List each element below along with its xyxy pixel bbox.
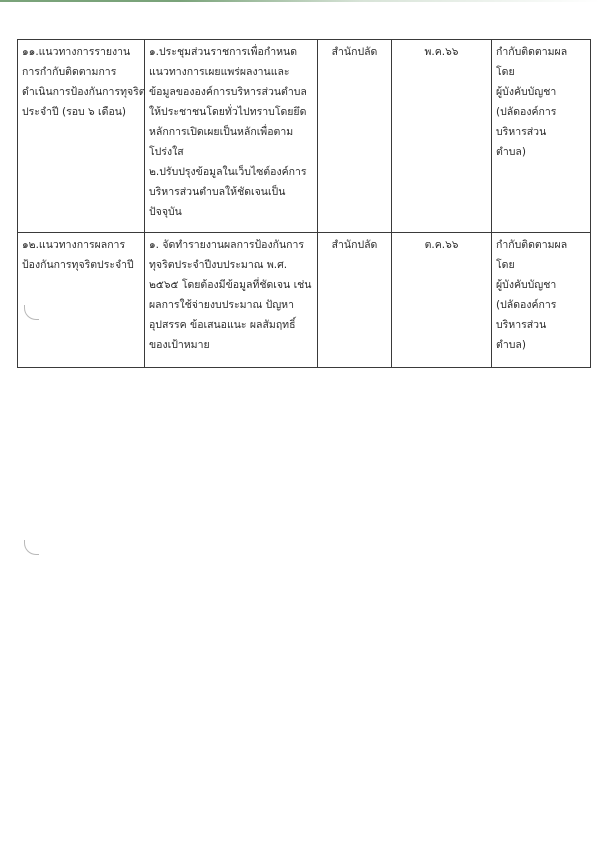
supervisor-cell — [492, 40, 591, 233]
activities-cell — [145, 233, 318, 368]
topic-line: ๑๑.แนวทางการรายงาน — [22, 46, 131, 58]
activity-line: ๑.ประชุมส่วนราชการเพื่อกำหนด — [149, 46, 298, 58]
supervisor-line: กำกับติดตามผล — [496, 46, 568, 58]
action-plan-table — [17, 39, 591, 368]
supervisor-line: บริหารส่วน — [496, 319, 547, 331]
activity-line: บริหารส่วนตำบลให้ชัดเจนเป็น — [149, 186, 286, 198]
supervisor-line: ผู้บังคับบัญชา — [496, 86, 557, 98]
topic-line: ประจำปี (รอบ ๖ เดือน) — [22, 106, 127, 118]
unit-cell — [318, 233, 392, 368]
responsible-unit: สำนักปลัด — [331, 46, 378, 58]
activity-line: ๒.ปรับปรุงข้อมูลในเว็บไซต์องค์การ — [149, 166, 307, 178]
activity-line: ปัจจุบัน — [149, 206, 182, 218]
supervisor-line: ตำบล) — [496, 339, 526, 351]
supervisor-line: ตำบล) — [496, 146, 526, 158]
unit-cell — [318, 40, 392, 233]
topic-line: การกำกับติดตามการ — [22, 66, 117, 78]
topic-line: ดำเนินการป้องกันการทุจริต — [22, 86, 146, 98]
activity-line: ของเป้าหมาย — [149, 339, 210, 351]
supervisor-line: (ปลัดองค์การ — [496, 299, 557, 311]
supervisor-line: โดย — [496, 259, 515, 271]
activity-line: แนวทางการเผยแพร่ผลงานและ — [149, 66, 290, 78]
period: พ.ค.๖๖ — [424, 46, 459, 58]
topic-cell — [18, 233, 145, 368]
period-cell — [392, 233, 492, 368]
supervisor-line: บริหารส่วน — [496, 126, 547, 138]
period: ต.ค.๖๖ — [424, 239, 459, 251]
topic-line: ป้องกันการทุจริตประจำปี — [22, 259, 134, 271]
topic-cell — [18, 40, 145, 233]
table-row — [18, 233, 591, 368]
supervisor-line: ผู้บังคับบัญชา — [496, 279, 557, 291]
supervisor-line: (ปลัดองค์การ — [496, 106, 557, 118]
activity-line: ทุจริตประจำปีงบประมาณ พ.ศ. — [149, 259, 288, 271]
activities-cell — [145, 40, 318, 233]
activity-line: ๑. จัดทำรายงานผลการป้องกันการ — [149, 239, 305, 251]
table-row — [18, 40, 591, 233]
activity-line: อุปสรรค ข้อเสนอแนะ ผลสัมฤทธิ์ — [149, 319, 296, 331]
activity-line: โปร่งใส — [149, 146, 184, 158]
supervisor-line: โดย — [496, 66, 515, 78]
activity-line: หลักการเปิดเผยเป็นหลักเพื่อตาม — [149, 126, 294, 138]
activity-line: ข้อมูลขององค์การบริหารส่วนตำบล — [149, 86, 307, 98]
punch-hole-mark — [24, 540, 39, 555]
period-cell — [392, 40, 492, 233]
supervisor-line: กำกับติดตามผล — [496, 239, 568, 251]
responsible-unit: สำนักปลัด — [331, 239, 378, 251]
activity-line: ผลการใช้จ่ายงบประมาณ ปัญหา — [149, 299, 294, 311]
activity-line: ๒๕๖๕ โดยต้องมีข้อมูลที่ชัดเจน เช่น — [149, 279, 312, 291]
topic-line: ๑๒.แนวทางการผลการ — [22, 239, 126, 251]
page-top-edge — [0, 0, 600, 2]
supervisor-cell — [492, 233, 591, 368]
activity-line: ให้ประชาชนโดยทั่วไปทราบโดยยึด — [149, 106, 307, 118]
